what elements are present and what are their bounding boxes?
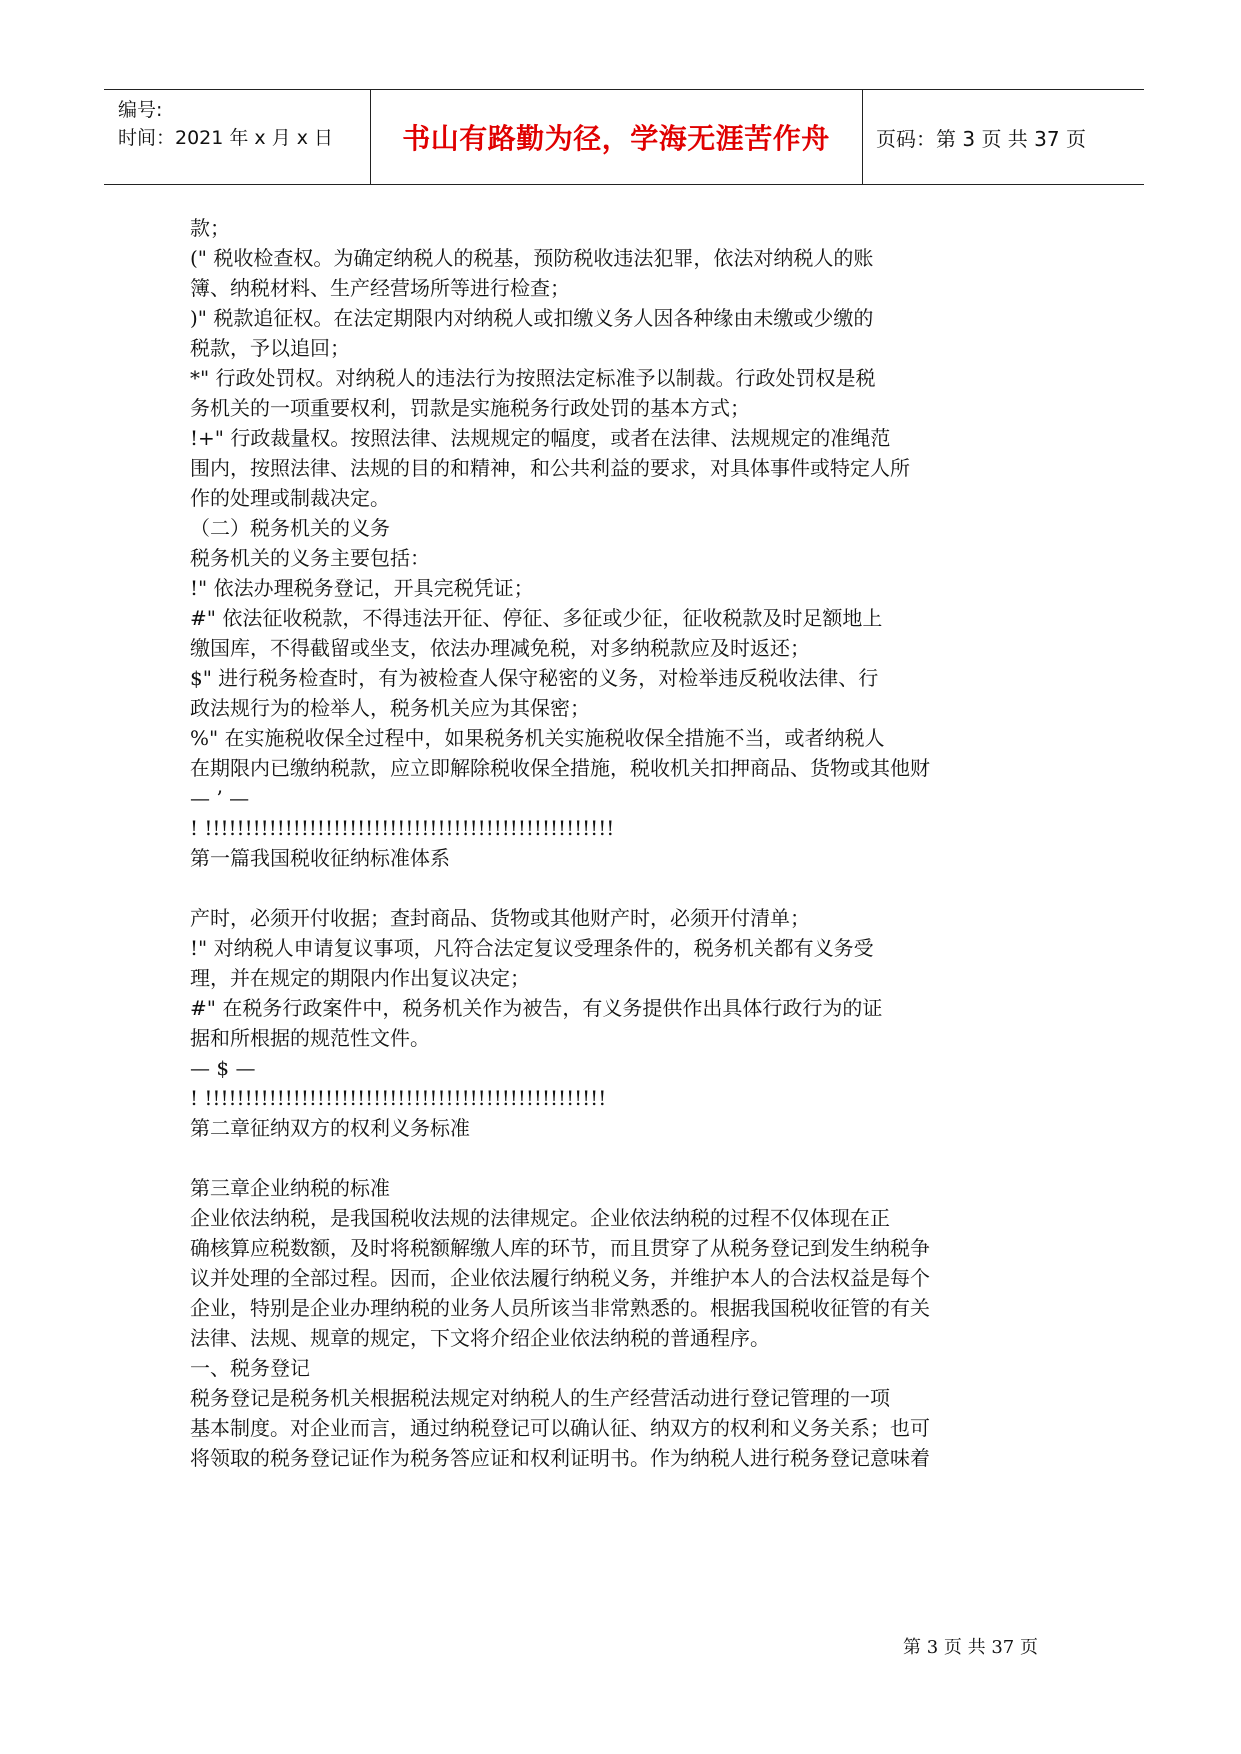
text-line: 企业依法纳税，是我国税收法规的法律规定。企业依法纳税的过程不仅体现在正 (190, 1206, 890, 1230)
text-line: 围内，按照法律、法规的目的和精神，和公共利益的要求，对具体事件或特定人所 (190, 456, 910, 480)
text-line: 务机关的一项重要权利，罚款是实施税务行政处罚的基本方式； (190, 396, 750, 420)
text-line: (" 税收检查权。为确定纳税人的税基，预防税收违法犯罪，依法对纳税人的账 (190, 246, 874, 270)
text-line: 法律、法规、规章的规定，下文将介绍企业依法纳税的普通程序。 (190, 1326, 770, 1350)
blank-line (190, 873, 1020, 903)
text-line: 税款，予以追回； (190, 336, 350, 360)
text-line: 政法规行为的检举人，税务机关应为其保密； (190, 696, 590, 720)
text-line: 理，并在规定的期限内作出复议决定； (190, 966, 530, 990)
text-line: %" 在实施税收保全过程中，如果税务机关实施税收保全措施不当，或者纳税人 (190, 726, 885, 750)
text-line: 簿、纳税材料、生产经营场所等进行检查； (190, 276, 570, 300)
text-line: （二）税务机关的义务 (190, 516, 390, 540)
text-line: $" 进行税务检查时，有为被检查人保守秘密的义务，对检举违反税收法律、行 (190, 666, 879, 690)
page-header (104, 89, 1144, 185)
document-body (190, 213, 1020, 1473)
text-line: 基本制度。对企业而言，通过纳税登记可以确认征、纳双方的权利和义务关系；也可 (190, 1416, 930, 1440)
text-line: 议并处理的全部过程。因而，企业依法履行纳税义务，并维护本人的合法权益是每个 (190, 1266, 930, 1290)
text-line: 企业，特别是企业办理纳税的业务人员所该当非常熟悉的。根据我国税收征管的有关 (190, 1296, 930, 1320)
text-line: 将领取的税务登记证作为税务答应证和权利证明书。作为纳税人进行税务登记意味着 (190, 1446, 930, 1470)
text-line: #" 依法征收税款，不得违法开征、停征、多征或少征，征收税款及时足额地上 (190, 606, 883, 630)
text-line: !" 依法办理税务登记，开具完税凭证； (190, 576, 534, 600)
text-line: 作的处理或制裁决定。 (190, 486, 390, 510)
text-line: ! !!!!!!!!!!!!!!!!!!!!!!!!!!!!!!!!!!!!!!!!!!!!!!!!!!! (190, 816, 615, 840)
text-line: !" 对纳税人申请复议事项，凡符合法定复议受理条件的，税务机关都有义务受 (190, 936, 874, 960)
text-line: )" 税款追征权。在法定期限内对纳税人或扣缴义务人因各种缘由未缴或少缴的 (190, 306, 874, 330)
header-page-label: 页码：第 3 页 共 37 页 (876, 126, 1086, 151)
text-line: *" 行政处罚权。对纳税人的违法行为按照法定标准予以制裁。行政处罚权是税 (190, 366, 876, 390)
text-line: — ’ — (190, 786, 250, 810)
text-line: 一、税务登记 (190, 1356, 310, 1380)
document-time-label: 时间：2021 年 x 月 x 日 (118, 127, 334, 149)
text-line: 第二章征纳双方的权利义务标准 (190, 1116, 470, 1140)
header-info (118, 96, 333, 152)
text-line: 据和所根据的规范性文件。 (190, 1026, 430, 1050)
text-line: 确核算应税数额，及时将税额解缴人库的环节，而且贯穿了从税务登记到发生纳税争 (190, 1236, 930, 1260)
header-divider (862, 90, 863, 184)
text-line: 税务机关的义务主要包括： (190, 546, 430, 570)
text-line: 第三章企业纳税的标准 (190, 1176, 390, 1200)
text-line: ! !!!!!!!!!!!!!!!!!!!!!!!!!!!!!!!!!!!!!!!!!!!!!!!!!! (190, 1086, 607, 1110)
text-line: #" 在税务行政案件中，税务机关作为被告，有义务提供作出具体行政行为的证 (190, 996, 883, 1020)
text-line: 第一篇我国税收征纳标准体系 (190, 846, 450, 870)
text-line: 款； (190, 216, 230, 240)
text-line: 税务登记是税务机关根据税法规定对纳税人的生产经营活动进行登记管理的一项 (190, 1386, 890, 1410)
blank-line (190, 1143, 1020, 1173)
header-motto: 书山有路勤为径，学海无涯苦作舟 (402, 122, 830, 155)
text-line: — $ — (190, 1056, 256, 1080)
text-line: 缴国库，不得截留或坐支，依法办理减免税，对多纳税款应及时返还； (190, 636, 810, 660)
text-line: 在期限内已缴纳税款，应立即解除税收保全措施，税收机关扣押商品、货物或其他财 (190, 756, 930, 780)
text-line: 产时，必须开付收据；查封商品、货物或其他财产时，必须开付清单； (190, 906, 810, 930)
page-footer: 第 3 页 共 37 页 (903, 1637, 1038, 1658)
document-number-label: 编号: (118, 99, 163, 121)
text-line: !+" 行政裁量权。按照法律、法规规定的幅度，或者在法律、法规规定的准绳范 (190, 426, 891, 450)
